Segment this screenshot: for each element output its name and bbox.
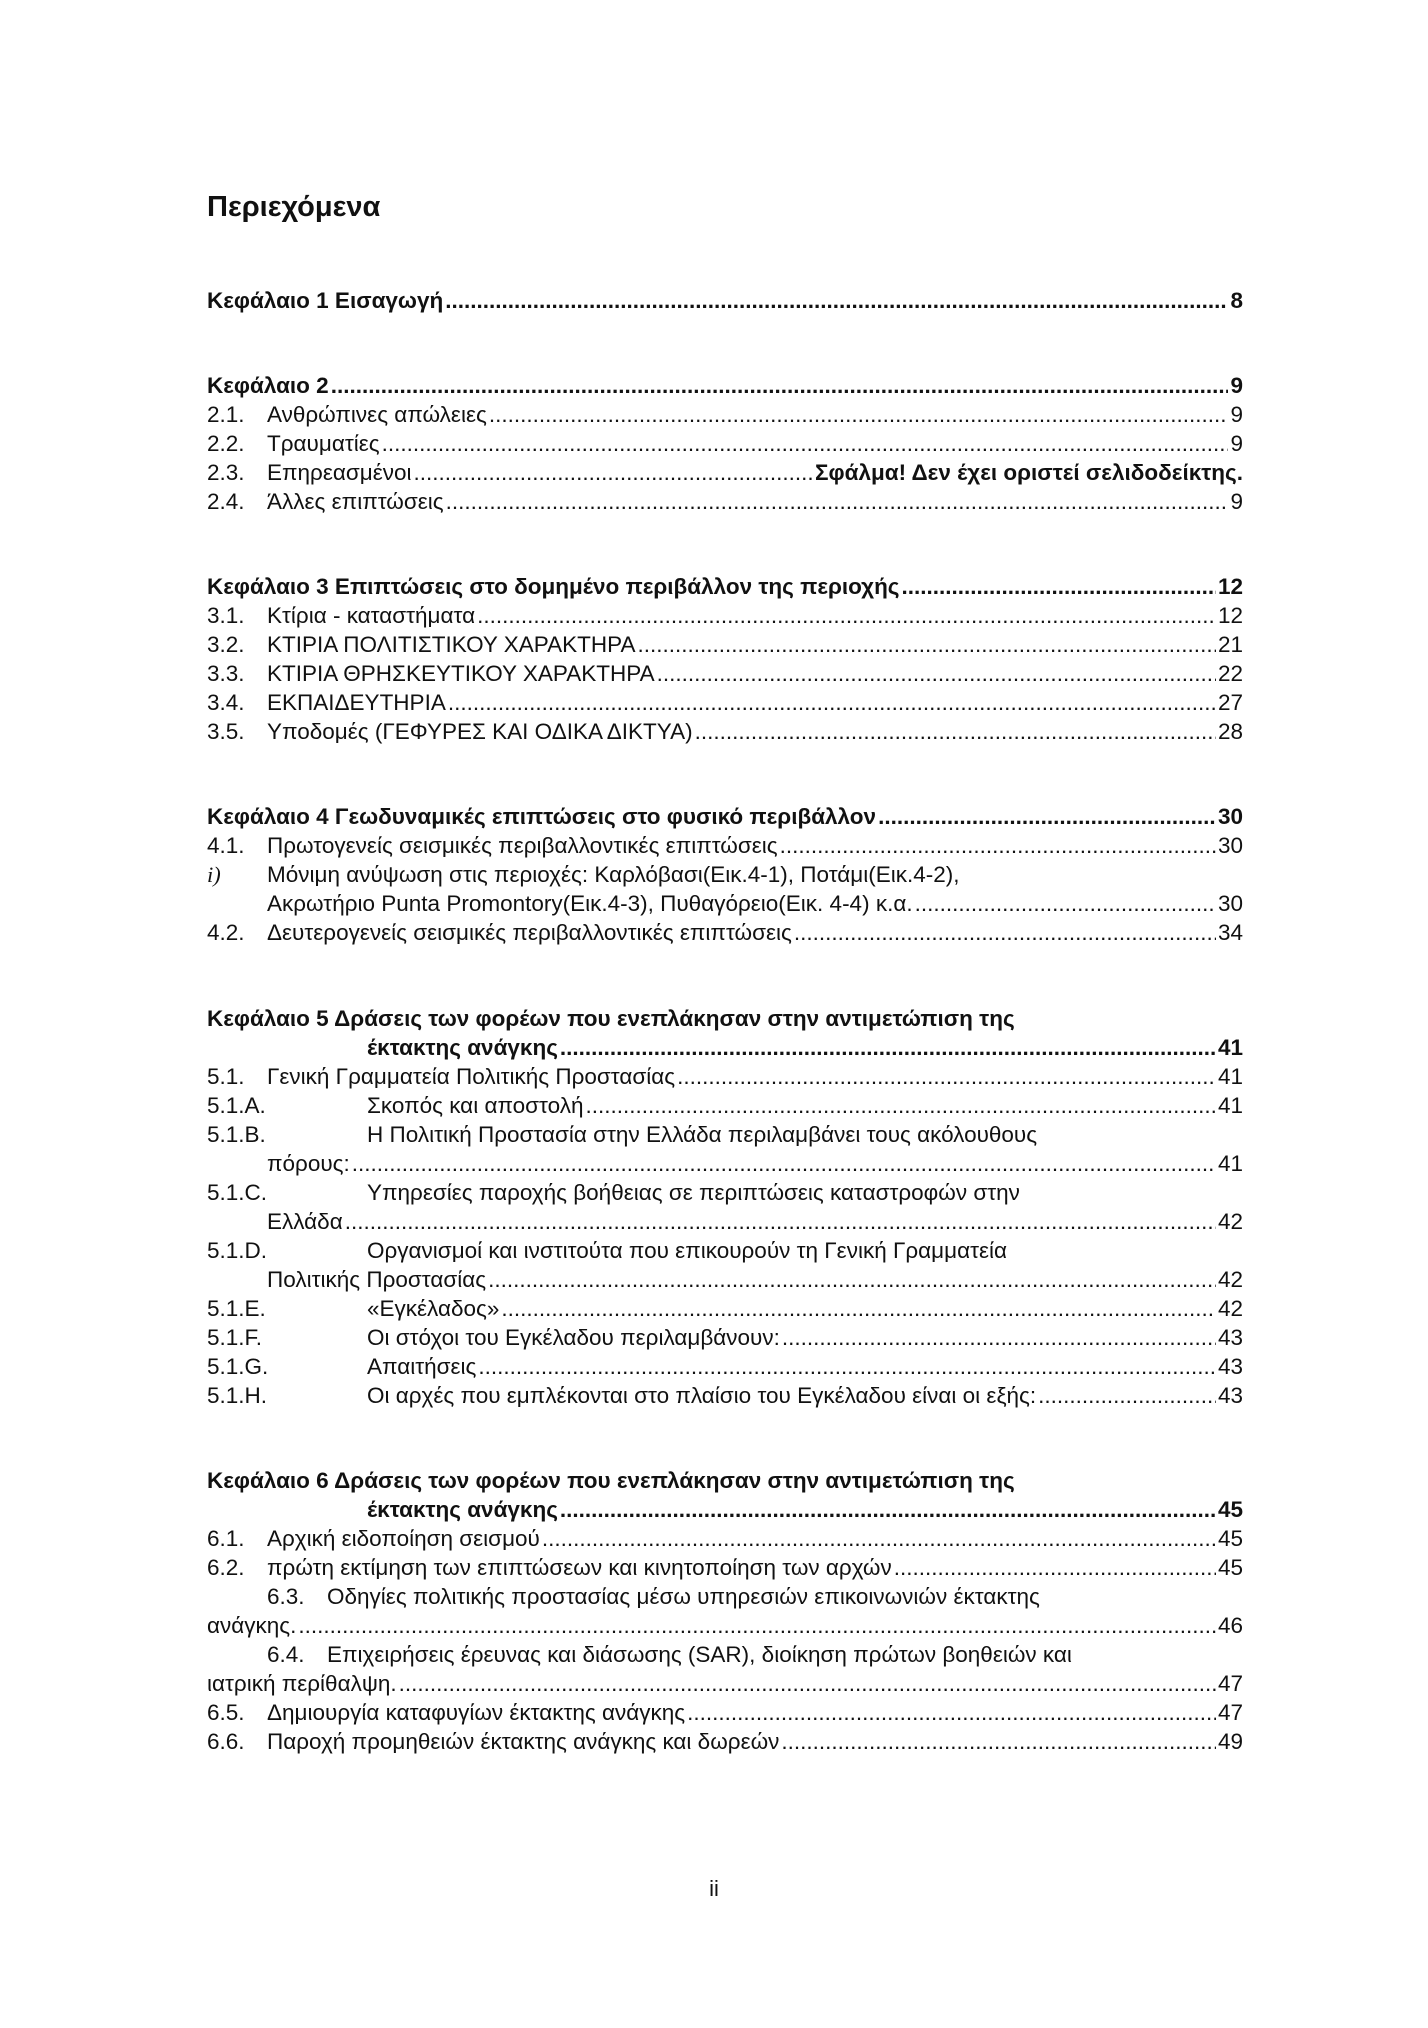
toc-entry-label: Οργανισμοί και ινστιτούτα που επικουρούν τη Γενική Γραμματεία xyxy=(367,1238,1008,1263)
toc-entry[interactable] xyxy=(207,1611,1243,1641)
toc-entry-label: έκτακτης ανάγκης xyxy=(367,1497,558,1522)
toc-title: Περιεχόμενα xyxy=(207,191,381,223)
toc-entry-label: Μόνιμη ανύψωση στις περιοχές: Καρλόβασι(Εικ.4-1), Ποτάμι(Εικ.4-2), xyxy=(267,862,960,887)
toc-entry[interactable] xyxy=(367,1033,1243,1063)
toc-entry-label: πόρους: xyxy=(267,1151,350,1176)
toc-entry[interactable] xyxy=(267,889,1243,919)
dot-leader xyxy=(687,1698,1216,1728)
toc-entry[interactable] xyxy=(207,1381,1243,1411)
dot-leader xyxy=(878,802,1216,832)
toc-entry-number: 2.2. xyxy=(207,431,245,456)
toc-entry[interactable] xyxy=(207,659,1243,689)
toc-entry-page: 34 xyxy=(1217,920,1243,945)
toc-entry-number: i) xyxy=(207,862,221,887)
toc-entry[interactable] xyxy=(207,1062,1243,1092)
toc-entry-page: 30 xyxy=(1217,804,1243,829)
toc-entry-page: 27 xyxy=(1217,690,1243,715)
toc-entry-page: 21 xyxy=(1217,632,1243,657)
toc-entry-label: Οι στόχοι του Εγκέλαδου περιλαμβάνουν: xyxy=(367,1325,780,1350)
toc-entry-number: 6.2. xyxy=(207,1555,245,1580)
toc-entry-page: 43 xyxy=(1217,1354,1243,1379)
toc-entry-label: Ανθρώπινες απώλειες xyxy=(267,402,487,427)
dot-leader xyxy=(695,717,1216,747)
toc-entry[interactable] xyxy=(267,1149,1243,1179)
dot-leader xyxy=(478,1352,1216,1382)
dot-leader xyxy=(501,1294,1216,1324)
toc-entry-label: ανάγκης. xyxy=(207,1613,297,1638)
toc-entry[interactable] xyxy=(207,860,1243,890)
toc-entry-label: Η Πολιτική Προστασία στην Ελλάδα περιλαμβάνει τους ακόλουθους xyxy=(367,1122,1038,1147)
toc-entry-page: 12 xyxy=(1217,603,1243,628)
toc-entry-number: 6.1. xyxy=(207,1526,245,1551)
toc-entry[interactable] xyxy=(267,1265,1243,1295)
dot-leader xyxy=(542,1524,1216,1554)
toc-entry-label: Σκοπός και αποστολή xyxy=(367,1093,584,1118)
toc-entry-page: 46 xyxy=(1217,1613,1243,1638)
toc-entry[interactable] xyxy=(207,1727,1243,1757)
toc-entry-label: Δευτερογενείς σεισμικές περιβαλλοντικές επιπτώσεις xyxy=(267,920,792,945)
toc-entry-number: 5.1.G. xyxy=(207,1354,269,1379)
dot-leader xyxy=(677,1062,1216,1092)
toc-entry-page: 41 xyxy=(1217,1035,1243,1060)
toc-entry[interactable] xyxy=(207,572,1243,602)
toc-entry-page: 42 xyxy=(1217,1267,1243,1292)
toc-entry-label: Απαιτήσεις xyxy=(367,1354,477,1379)
toc-entry-number: 6.4. xyxy=(267,1642,305,1667)
toc-entry[interactable] xyxy=(367,1495,1243,1525)
toc-entry-page: 22 xyxy=(1217,661,1243,686)
toc-entry-page: 42 xyxy=(1217,1209,1243,1234)
toc-entry-page: 8 xyxy=(1230,288,1243,313)
toc-entry-page: 28 xyxy=(1217,719,1243,744)
toc-entry-label: Άλλες επιπτώσεις xyxy=(267,489,444,514)
toc-entry[interactable] xyxy=(207,1669,1243,1699)
toc-entry-label: ΕΚΠΑΙΔΕΥΤΗΡΙΑ xyxy=(267,690,446,715)
toc-entry-number: 5.1.E. xyxy=(207,1296,266,1321)
toc-entry-label: Επιχειρήσεις έρευνας και διάσωσης (SAR), διοίκηση πρώτων βοηθειών και xyxy=(327,1642,1072,1667)
toc-entry-page: 9 xyxy=(1230,489,1243,514)
toc-entry-number: 3.4. xyxy=(207,690,245,715)
toc-entry-number: 4.2. xyxy=(207,920,245,945)
toc-entry-label: Δημιουργία καταφυγίων έκτακτης ανάγκης xyxy=(267,1700,686,1725)
toc-entry-label: Υποδομές (ΓΕΦΥΡΕΣ ΚΑΙ ΟΔΙΚΑ ΔΙΚΤΥΑ) xyxy=(267,719,693,744)
toc-entry-number: 6.6. xyxy=(207,1729,245,1754)
toc-entry[interactable] xyxy=(207,918,1243,948)
toc-entry-page: 47 xyxy=(1217,1671,1243,1696)
dot-leader xyxy=(915,889,1216,919)
toc-entry-page: 41 xyxy=(1217,1151,1243,1176)
toc-entry-page: Σφάλμα! Δεν έχει οριστεί σελιδοδείκτης. xyxy=(815,460,1243,485)
toc-entry-page: 9 xyxy=(1230,402,1243,427)
toc-entry-label: Κεφάλαιο 5 Δράσεις των φορέων που ενεπλάκησαν στην αντιμετώπιση της xyxy=(207,1006,1015,1031)
toc-entry[interactable] xyxy=(207,1004,1243,1034)
toc-entry[interactable] xyxy=(207,831,1243,861)
toc-entry-number: 5.1.A. xyxy=(207,1093,266,1118)
toc-entry-number: 3.3. xyxy=(207,661,245,686)
toc-entry-label: Πολιτικής Προστασίας xyxy=(267,1267,487,1292)
toc-entry-number: 3.5. xyxy=(207,719,245,744)
dot-leader xyxy=(585,1091,1215,1121)
dot-leader xyxy=(448,688,1216,718)
toc-entry[interactable] xyxy=(207,487,1243,517)
toc-entry-number: 5.1.D. xyxy=(207,1238,268,1263)
toc-entry[interactable] xyxy=(207,400,1243,430)
dot-leader xyxy=(488,1265,1216,1295)
toc-entry-label: Κεφάλαιο 3 Επιπτώσεις στο δομημένο περιβάλλον της περιοχής xyxy=(207,574,900,599)
toc-entry[interactable] xyxy=(207,429,1243,459)
dot-leader xyxy=(1038,1381,1216,1411)
dot-leader xyxy=(446,487,1229,517)
dot-leader xyxy=(637,630,1216,660)
toc-entry-number: 6.5. xyxy=(207,1700,245,1725)
toc-entry-label: Αρχική ειδοποίηση σεισμού xyxy=(267,1526,540,1551)
toc-entry-number: 5.1.H. xyxy=(207,1383,268,1408)
toc-entry-label: Πρωτογενείς σεισμικές περιβαλλοντικές επιπτώσεις xyxy=(267,833,778,858)
dot-leader xyxy=(399,1669,1216,1699)
toc-entry-page: 45 xyxy=(1217,1497,1243,1522)
dot-leader xyxy=(560,1033,1216,1063)
toc-entry[interactable] xyxy=(207,688,1243,718)
toc-entry-number: 5.1.F. xyxy=(207,1325,263,1350)
toc-entry[interactable] xyxy=(267,1640,1243,1670)
toc-entry[interactable] xyxy=(207,1120,1243,1150)
toc-entry-label: Υπηρεσίες παροχής βοήθειας σε περιπτώσεις καταστροφών στην xyxy=(367,1180,1020,1205)
toc-entry-page: 9 xyxy=(1230,431,1243,456)
dot-leader xyxy=(477,601,1216,631)
toc-entry-page: 42 xyxy=(1217,1296,1243,1321)
toc-entry-label: ΚΤΙΡΙΑ ΘΡΗΣΚΕΥΤΙΚΟΥ ΧΑΡΑΚΤΗΡΑ xyxy=(267,661,655,686)
toc-entry-number: 3.1. xyxy=(207,603,245,628)
toc-entry-label: Κεφάλαιο 1 Εισαγωγή xyxy=(207,288,444,313)
toc-entry-page: 9 xyxy=(1230,373,1243,398)
toc-entry[interactable] xyxy=(207,802,1243,832)
dot-leader xyxy=(414,458,814,488)
toc-entry-page: 43 xyxy=(1217,1383,1243,1408)
toc-entry-page: 49 xyxy=(1217,1729,1243,1754)
dot-leader xyxy=(902,572,1216,602)
toc-entry-number: 2.4. xyxy=(207,489,245,514)
dot-leader xyxy=(489,400,1229,430)
toc-entry-page: 47 xyxy=(1217,1700,1243,1725)
toc-entry[interactable] xyxy=(207,1091,1243,1121)
toc-entry-label: έκτακτης ανάγκης xyxy=(367,1035,558,1060)
toc-entry[interactable] xyxy=(207,717,1243,747)
toc-entry-label: Τραυματίες xyxy=(267,431,380,456)
toc-entry-number: 4.1. xyxy=(207,833,245,858)
toc-entry-label: «Εγκέλαδος» xyxy=(367,1296,500,1321)
dot-leader xyxy=(894,1553,1216,1583)
toc-entry-page: 41 xyxy=(1217,1093,1243,1118)
toc-entry[interactable] xyxy=(207,601,1243,631)
toc-entry-label: Κεφάλαιο 6 Δράσεις των φορέων που ενεπλάκησαν στην αντιμετώπιση της xyxy=(207,1468,1015,1493)
toc-entry-label: Κτίρια - καταστήματα xyxy=(267,603,476,628)
dot-leader xyxy=(298,1611,1216,1641)
toc-entry[interactable] xyxy=(207,1236,1243,1266)
toc-entry[interactable] xyxy=(207,1524,1243,1554)
toc-entry-number: 5.1. xyxy=(207,1064,245,1089)
dot-leader xyxy=(382,429,1229,459)
dot-leader xyxy=(657,659,1216,689)
toc-entry-page: 41 xyxy=(1217,1064,1243,1089)
toc-entry-label: Ελλάδα xyxy=(267,1209,343,1234)
toc-entry[interactable] xyxy=(207,1553,1243,1583)
toc-entry-number: 5.1.B. xyxy=(207,1122,266,1147)
dot-leader xyxy=(780,831,1216,861)
toc-entry[interactable] xyxy=(207,1698,1243,1728)
toc-entry-label: Κεφάλαιο 4 Γεωδυναμικές επιπτώσεις στο φυσικό περιβάλλον xyxy=(207,804,877,829)
toc-entry-label: πρώτη εκτίμηση των επιπτώσεων και κινητοποίηση των αρχών xyxy=(267,1555,892,1580)
toc-entry[interactable] xyxy=(207,1323,1243,1353)
toc-entry[interactable] xyxy=(207,1178,1243,1208)
toc-entry-label: Επηρεασμένοι xyxy=(267,460,412,485)
toc-entry-label: Ακρωτήριο Punta Promontory(Εικ.4-3), Πυθαγόρειο(Εικ. 4-4) κ.α. xyxy=(267,891,913,916)
toc-entry[interactable] xyxy=(207,371,1243,401)
toc-entry-label: Κεφάλαιο 2 xyxy=(207,373,329,398)
dot-leader xyxy=(782,1323,1216,1353)
toc-entry[interactable] xyxy=(267,1582,1243,1612)
toc-entry-number: 2.3. xyxy=(207,460,245,485)
toc-entry-number: 2.1. xyxy=(207,402,245,427)
toc-entry-label: Οι αρχές που εμπλέκονται στο πλαίσιο του Εγκέλαδου είναι οι εξής: xyxy=(367,1383,1037,1408)
toc-entry[interactable] xyxy=(207,630,1243,660)
toc-entry-number: 5.1.C. xyxy=(207,1180,268,1205)
toc-entry-page: 45 xyxy=(1217,1555,1243,1580)
dot-leader xyxy=(445,286,1228,316)
toc-entry-number: 6.3. xyxy=(267,1584,305,1609)
toc-entry-label: ΚΤΙΡΙΑ ΠΟΛΙΤΙΣΤΙΚΟΥ ΧΑΡΑΚΤΗΡΑ xyxy=(267,632,636,657)
toc-entry[interactable] xyxy=(207,1466,1243,1496)
toc-entry-page: 30 xyxy=(1217,833,1243,858)
dot-leader xyxy=(345,1207,1216,1237)
dot-leader xyxy=(560,1495,1216,1525)
dot-leader xyxy=(794,918,1216,948)
toc-entry-label: Παροχή προμηθειών έκτακτης ανάγκης και δωρεών xyxy=(267,1729,780,1754)
dot-leader xyxy=(781,1727,1216,1757)
toc-entry-label: Γενική Γραμματεία Πολιτικής Προστασίας xyxy=(267,1064,676,1089)
dot-leader xyxy=(352,1149,1216,1179)
toc-entry-page: 12 xyxy=(1217,574,1243,599)
toc-entry-page: 43 xyxy=(1217,1325,1243,1350)
toc-entry[interactable] xyxy=(207,458,1243,488)
toc-entry-page: 30 xyxy=(1217,891,1243,916)
page-number-footer: ii xyxy=(709,1876,719,1901)
toc-entry-number: 3.2. xyxy=(207,632,245,657)
toc-entry-label: Οδηγίες πολιτικής προστασίας μέσω υπηρεσιών επικοινωνιών έκτακτης xyxy=(327,1584,1040,1609)
toc-entry[interactable] xyxy=(267,1207,1243,1237)
dot-leader xyxy=(331,371,1229,401)
toc-entry[interactable] xyxy=(207,1352,1243,1382)
toc-entry-label: ιατρική περίθαλψη. xyxy=(207,1671,397,1696)
toc-entry[interactable] xyxy=(207,286,1243,316)
toc-entry-page: 45 xyxy=(1217,1526,1243,1551)
toc-entry[interactable] xyxy=(207,1294,1243,1324)
